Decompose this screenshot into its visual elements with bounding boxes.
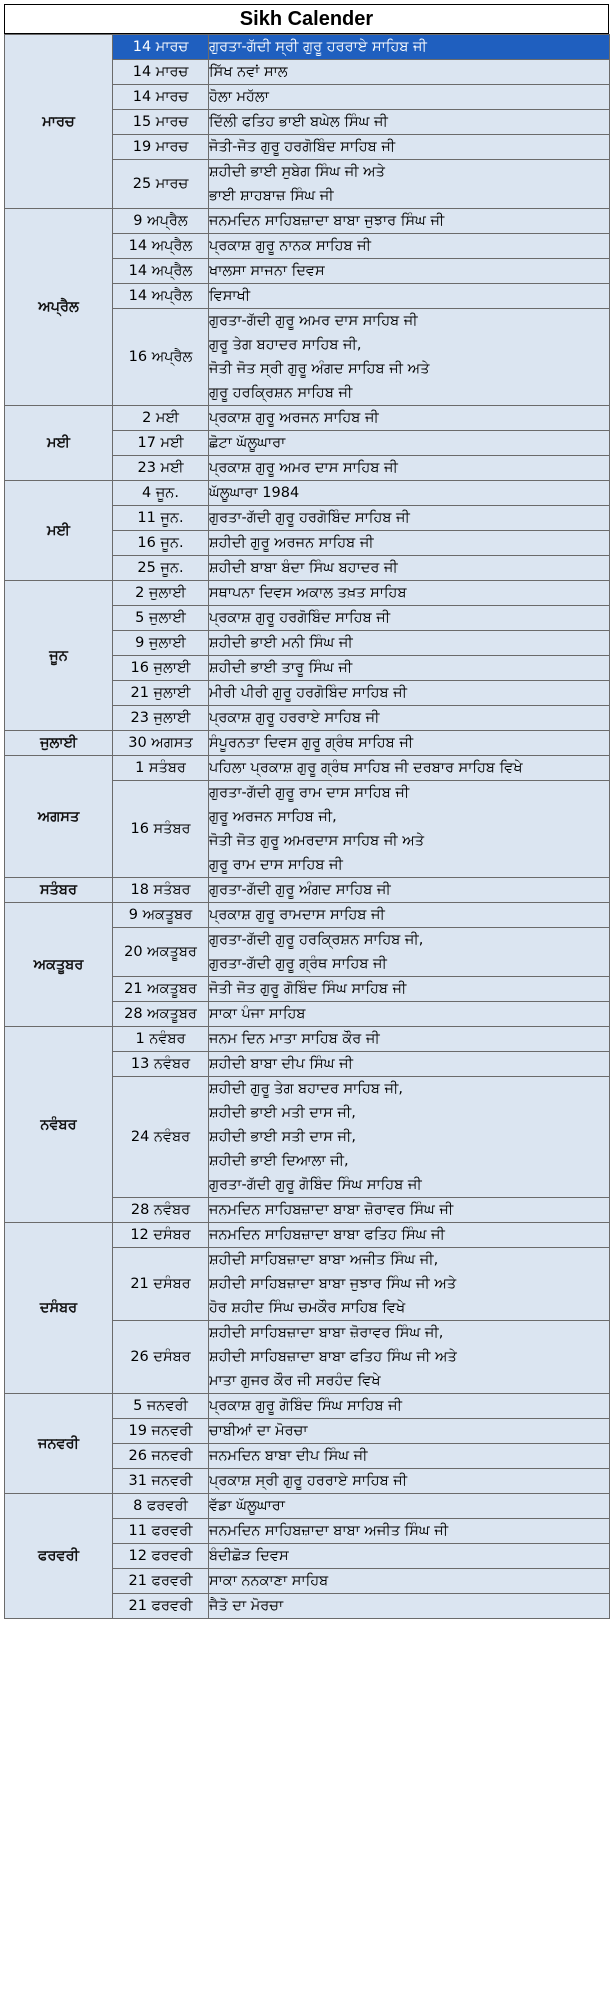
event-date: 12 ਦਸੰਬਰ bbox=[113, 1223, 209, 1248]
event-date: 16 ਅਪ੍ਰੈਲ bbox=[113, 309, 209, 406]
event-line: ਸਥਾਪਨਾ ਦਿਵਸ ਅਕਾਲ ਤਖ਼ਤ ਸਾਹਿਬ bbox=[209, 585, 407, 601]
event-line: ਗੁਰੂ ਤੇਗ ਬਹਾਦਰ ਸਾਹਿਬ ਜੀ, bbox=[209, 337, 362, 353]
month-label: ਅਗਸਤ bbox=[5, 756, 113, 878]
event-description bbox=[209, 1569, 610, 1594]
event-description bbox=[209, 1027, 610, 1052]
event-line: ਸ਼ਹੀਦੀ ਭਾਈ ਸਤੀ ਦਾਸ ਜੀ, bbox=[209, 1129, 356, 1145]
event-line: ਪਹਿਲਾ ਪ੍ਰਕਾਸ਼ ਗੁਰੂ ਗ੍ਰੰਥ ਸਾਹਿਬ ਜੀ ਦਰਬਾਰ ਸਾਹਿਬ ਵਿਖੇ bbox=[209, 760, 523, 776]
event-date: 5 ਜੁਲਾਈ bbox=[113, 606, 209, 631]
event-description bbox=[209, 581, 610, 606]
event-date: 12 ਫਰਵਰੀ bbox=[113, 1544, 209, 1569]
event-date: 4 ਜੂਨ. bbox=[113, 481, 209, 506]
event-description bbox=[209, 284, 610, 309]
event-description bbox=[209, 110, 610, 135]
event-line: ਗੁਰਤਾ-ਗੱਦੀ ਗੁਰੂ ਗ੍ਰੰਥ ਸਾਹਿਬ ਜੀ bbox=[209, 956, 387, 972]
calendar-row bbox=[5, 209, 610, 234]
page-title: Sikh Calender bbox=[4, 4, 609, 34]
event-line: ਜੋਤੀ-ਜੋਤ ਗੁਰੂ ਹਰਗੋਬਿੰਦ ਸਾਹਿਬ ਜੀ bbox=[209, 139, 396, 155]
event-line: ਜਨਮਦਿਨ ਸਾਹਿਬਜ਼ਾਦਾ ਬਾਬਾ ਜੁਝਾਰ ਸਿੰਘ ਜੀ bbox=[209, 213, 445, 229]
event-line: ਛੋਟਾ ਘੱਲੂਘਾਰਾ bbox=[209, 435, 286, 451]
event-line: ਸ਼ਹੀਦੀ ਗੁਰੂ ਅਰਜਨ ਸਾਹਿਬ ਜੀ bbox=[209, 535, 374, 551]
event-line: ਮੀਰੀ ਪੀਰੀ ਗੁਰੂ ਹਰਗੋਬਿੰਦ ਸਾਹਿਬ ਜੀ bbox=[209, 685, 408, 701]
event-line: ਸ਼ਹੀਦੀ ਬਾਬਾ ਦੀਪ ਸਿੰਘ ਜੀ bbox=[209, 1056, 353, 1072]
event-date: 23 ਜੁਲਾਈ bbox=[113, 706, 209, 731]
calendar-body bbox=[5, 35, 610, 1619]
event-date: 5 ਜਨਵਰੀ bbox=[113, 1394, 209, 1419]
event-description bbox=[209, 1494, 610, 1519]
month-label: ਜੂਨ bbox=[5, 581, 113, 731]
event-date: 28 ਅਕਤੂਬਰ bbox=[113, 1002, 209, 1027]
event-date: 14 ਅਪ੍ਰੈਲ bbox=[113, 259, 209, 284]
event-date: 16 ਜੁਲਾਈ bbox=[113, 656, 209, 681]
event-line: ਗੁਰਤਾ-ਗੱਦੀ ਗੁਰੂ ਹਰਕ੍ਰਿਸ਼ਨ ਸਾਹਿਬ ਜੀ, bbox=[209, 932, 424, 948]
event-line: ਸ਼ਹੀਦੀ ਸਾਹਿਬਜ਼ਾਦਾ ਬਾਬਾ ਜੁਝਾਰ ਸਿੰਘ ਜੀ ਅਤੇ bbox=[209, 1276, 457, 1292]
event-line: ਸ਼ਹੀਦੀ ਸਾਹਿਬਜ਼ਾਦਾ ਬਾਬਾ ਫਤਿਹ ਸਿੰਘ ਜੀ ਅਤੇ bbox=[209, 1349, 457, 1365]
event-line: ਘੱਲੂਘਾਰਾ 1984 bbox=[209, 485, 300, 501]
event-description bbox=[209, 1394, 610, 1419]
event-date: 21 ਜੁਲਾਈ bbox=[113, 681, 209, 706]
event-line: ਜੋਤੀ ਜੋਤ ਗੁਰੂ ਅਮਰਦਾਸ ਸਾਹਿਬ ਜੀ ਅਤੇ bbox=[209, 833, 425, 849]
event-description bbox=[209, 681, 610, 706]
event-date: 19 ਜਨਵਰੀ bbox=[113, 1419, 209, 1444]
event-line: ਪ੍ਰਕਾਸ਼ ਗੁਰੂ ਹਰਰਾਏ ਸਾਹਿਬ ਜੀ bbox=[209, 710, 380, 726]
event-line: ਮਾਤਾ ਗੁਜਰ ਕੌਰ ਜੀ ਸਰਹੰਦ ਵਿਖੇ bbox=[209, 1373, 381, 1389]
event-line: ਸ਼ਹੀਦੀ ਭਾਈ ਦਿਆਲਾ ਜੀ, bbox=[209, 1153, 349, 1169]
event-description bbox=[209, 1052, 610, 1077]
event-description bbox=[209, 556, 610, 581]
event-line: ਹੋਲਾ ਮਹੱਲਾ bbox=[209, 89, 269, 105]
month-label: ਦਸੰਬਰ bbox=[5, 1223, 113, 1394]
event-date: 2 ਮਈ bbox=[113, 406, 209, 431]
event-line: ਜੋਤੀ ਜੋਤ ਸ੍ਰੀ ਗੁਰੂ ਅੰਗਦ ਸਾਹਿਬ ਜੀ ਅਤੇ bbox=[209, 361, 430, 377]
event-line: ਜੋਤੀ ਜੋਤ ਗੁਰੂ ਗੋਬਿੰਦ ਸਿੰਘ ਸਾਹਿਬ ਜੀ bbox=[209, 981, 407, 997]
event-line: ਸਾਕਾ ਪੰਜਾ ਸਾਹਿਬ bbox=[209, 1006, 306, 1022]
event-line: ਗੁਰਤਾ-ਗੱਦੀ ਗੁਰੂ ਅਮਰ ਦਾਸ ਸਾਹਿਬ ਜੀ bbox=[209, 313, 418, 329]
month-label: ਮਈ bbox=[5, 481, 113, 581]
event-description bbox=[209, 1248, 610, 1321]
month-label: ਫਰਵਰੀ bbox=[5, 1494, 113, 1619]
event-date: 23 ਮਈ bbox=[113, 456, 209, 481]
event-description bbox=[209, 1077, 610, 1198]
month-label: ਮਾਰਚ bbox=[5, 35, 113, 209]
calendar-row bbox=[5, 581, 610, 606]
event-description bbox=[209, 406, 610, 431]
event-line: ਪ੍ਰਕਾਸ਼ ਸ੍ਰੀ ਗੁਰੂ ਹਰਰਾਏ ਸਾਹਿਬ ਜੀ bbox=[209, 1473, 408, 1489]
event-description bbox=[209, 1519, 610, 1544]
event-line: ਭਾਈ ਸ਼ਾਹਬਾਜ਼ ਸਿੰਘ ਜੀ bbox=[209, 188, 334, 204]
event-line: ਪ੍ਰਕਾਸ਼ ਗੁਰੂ ਅਮਰ ਦਾਸ ਸਾਹਿਬ ਜੀ bbox=[209, 460, 398, 476]
event-date: 1 ਨਵੰਬਰ bbox=[113, 1027, 209, 1052]
event-date: 8 ਫਰਵਰੀ bbox=[113, 1494, 209, 1519]
event-line: ਜਨਮਦਿਨ ਬਾਬਾ ਦੀਪ ਸਿੰਘ ਜੀ bbox=[209, 1448, 368, 1464]
event-line: ਜਨਮਦਿਨ ਸਾਹਿਬਜ਼ਾਦਾ ਬਾਬਾ ਅਜੀਤ ਸਿੰਘ ਜੀ bbox=[209, 1523, 449, 1539]
event-description bbox=[209, 706, 610, 731]
event-line: ਪ੍ਰਕਾਸ਼ ਗੁਰੂ ਅਰਜਨ ਸਾਹਿਬ ਜੀ bbox=[209, 410, 379, 426]
month-label: ਸਤੰਬਰ bbox=[5, 878, 113, 903]
event-date: 9 ਅਕਤੂਬਰ bbox=[113, 903, 209, 928]
event-line: ਗੁਰੂ ਅਰਜਨ ਸਾਹਿਬ ਜੀ, bbox=[209, 809, 337, 825]
month-label: ਜਨਵਰੀ bbox=[5, 1394, 113, 1494]
event-date: 24 ਨਵੰਬਰ bbox=[113, 1077, 209, 1198]
event-description bbox=[209, 209, 610, 234]
event-description bbox=[209, 135, 610, 160]
month-label: ਮਈ bbox=[5, 406, 113, 481]
event-line: ਸਾਕਾ ਨਨਕਾਣਾ ਸਾਹਿਬ bbox=[209, 1573, 329, 1589]
event-line: ਸੰਪੂਰਨਤਾ ਦਿਵਸ ਗੁਰੂ ਗ੍ਰੰਥ ਸਾਹਿਬ ਜੀ bbox=[209, 735, 414, 751]
event-description bbox=[209, 531, 610, 556]
event-line: ਬੰਦੀਛੋੜ ਦਿਵਸ bbox=[209, 1548, 289, 1564]
event-line: ਗੁਰਤਾ-ਗੱਦੀ ਗੁਰੂ ਅੰਗਦ ਸਾਹਿਬ ਜੀ bbox=[209, 882, 391, 898]
event-date: 21 ਫਰਵਰੀ bbox=[113, 1569, 209, 1594]
event-line: ਦਿੱਲੀ ਫਤਿਹ ਭਾਈ ਬਘੇਲ ਸਿੰਘ ਜੀ bbox=[209, 114, 388, 130]
event-date: 26 ਜਨਵਰੀ bbox=[113, 1444, 209, 1469]
event-description bbox=[209, 631, 610, 656]
event-line: ਵੱਡਾ ਘੱਲੂਘਾਰਾ bbox=[209, 1498, 285, 1514]
event-description bbox=[209, 731, 610, 756]
event-date: 26 ਦਸੰਬਰ bbox=[113, 1321, 209, 1394]
event-date: 9 ਅਪ੍ਰੈਲ bbox=[113, 209, 209, 234]
event-date: 17 ਮਈ bbox=[113, 431, 209, 456]
event-date: 25 ਮਾਰਚ bbox=[113, 160, 209, 209]
event-date: 11 ਜੂਨ. bbox=[113, 506, 209, 531]
event-date: 14 ਮਾਰਚ bbox=[113, 35, 209, 60]
event-description bbox=[209, 1321, 610, 1394]
event-date: 31 ਜਨਵਰੀ bbox=[113, 1469, 209, 1494]
event-date: 18 ਸਤੰਬਰ bbox=[113, 878, 209, 903]
event-description bbox=[209, 1544, 610, 1569]
event-line: ਪ੍ਰਕਾਸ਼ ਗੁਰੂ ਹਰਗੋਬਿੰਦ ਸਾਹਿਬ ਜੀ bbox=[209, 610, 391, 626]
event-date: 21 ਫਰਵਰੀ bbox=[113, 1594, 209, 1619]
calendar-row bbox=[5, 756, 610, 781]
event-line: ਜਨਮ ਦਿਨ ਮਾਤਾ ਸਾਹਿਬ ਕੌਰ ਜੀ bbox=[209, 1031, 380, 1047]
calendar-row bbox=[5, 406, 610, 431]
event-line: ਸਿੱਖ ਨਵਾਂ ਸਾਲ bbox=[209, 64, 288, 80]
event-line: ਸ਼ਹੀਦੀ ਬਾਬਾ ਬੰਦਾ ਸਿੰਘ ਬਹਾਦਰ ਜੀ bbox=[209, 560, 398, 576]
event-description bbox=[209, 234, 610, 259]
month-label: ਅਪ੍ਰੈਲ bbox=[5, 209, 113, 406]
event-description bbox=[209, 756, 610, 781]
event-description bbox=[209, 309, 610, 406]
event-date: 9 ਜੁਲਾਈ bbox=[113, 631, 209, 656]
event-line: ਜਨਮਦਿਨ ਸਾਹਿਬਜ਼ਾਦਾ ਬਾਬਾ ਫਤਿਹ ਸਿੰਘ ਜੀ bbox=[209, 1227, 445, 1243]
event-line: ਵਿਸਾਖੀ bbox=[209, 288, 251, 304]
calendar-row bbox=[5, 1223, 610, 1248]
event-date: 13 ਨਵੰਬਰ bbox=[113, 1052, 209, 1077]
event-date: 16 ਜੂਨ. bbox=[113, 531, 209, 556]
event-line: ਸ਼ਹੀਦੀ ਭਾਈ ਮਨੀ ਸਿੰਘ ਜੀ bbox=[209, 635, 353, 651]
event-date: 14 ਮਾਰਚ bbox=[113, 85, 209, 110]
event-line: ਸ਼ਹੀਦੀ ਭਾਈ ਸੁਬੇਗ ਸਿੰਘ ਜੀ ਅਤੇ bbox=[209, 164, 385, 180]
event-line: ਜੈਤੋ ਦਾ ਮੋਰਚਾ bbox=[209, 1598, 284, 1614]
event-date: 21 ਦਸੰਬਰ bbox=[113, 1248, 209, 1321]
event-line: ਚਾਬੀਆਂ ਦਾ ਮੋਰਚਾ bbox=[209, 1423, 308, 1439]
event-description bbox=[209, 903, 610, 928]
event-line: ਗੁਰਤਾ-ਗੱਦੀ ਗੁਰੂ ਗੋਬਿੰਦ ਸਿੰਘ ਸਾਹਿਬ ਜੀ bbox=[209, 1177, 422, 1193]
event-description bbox=[209, 1002, 610, 1027]
event-description bbox=[209, 60, 610, 85]
event-description bbox=[209, 431, 610, 456]
event-line: ਪ੍ਰਕਾਸ਼ ਗੁਰੂ ਰਾਮਦਾਸ ਸਾਹਿਬ ਜੀ bbox=[209, 907, 385, 923]
event-line: ਸ਼ਹੀਦੀ ਸਾਹਿਬਜ਼ਾਦਾ ਬਾਬਾ ਜ਼ੋਰਾਵਰ ਸਿੰਘ ਜੀ, bbox=[209, 1325, 444, 1341]
event-date: 21 ਅਕਤੂਬਰ bbox=[113, 977, 209, 1002]
event-description bbox=[209, 1419, 610, 1444]
event-line: ਸ਼ਹੀਦੀ ਸਾਹਿਬਜ਼ਾਦਾ ਬਾਬਾ ਅਜੀਤ ਸਿੰਘ ਜੀ, bbox=[209, 1252, 439, 1268]
calendar-row bbox=[5, 1394, 610, 1419]
calendar-table bbox=[4, 34, 610, 1619]
month-label: ਜੁਲਾਈ bbox=[5, 731, 113, 756]
event-date: 14 ਅਪ੍ਰੈਲ bbox=[113, 284, 209, 309]
event-line: ਸ਼ਹੀਦੀ ਗੁਰੂ ਤੇਗ ਬਹਾਦਰ ਸਾਹਿਬ ਜੀ, bbox=[209, 1081, 403, 1097]
event-date: 15 ਮਾਰਚ bbox=[113, 110, 209, 135]
calendar-row bbox=[5, 1027, 610, 1052]
event-line: ਸ਼ਹੀਦੀ ਭਾਈ ਮਤੀ ਦਾਸ ਜੀ, bbox=[209, 1105, 356, 1121]
event-line: ਪ੍ਰਕਾਸ਼ ਗੁਰੂ ਨਾਨਕ ਸਾਹਿਬ ਜੀ bbox=[209, 238, 371, 254]
calendar-row bbox=[5, 878, 610, 903]
event-description bbox=[209, 259, 610, 284]
calendar-row bbox=[5, 731, 610, 756]
event-description bbox=[209, 656, 610, 681]
event-line: ਖਾਲਸਾ ਸਾਜਨਾ ਦਿਵਸ bbox=[209, 263, 325, 279]
event-date: 11 ਫਰਵਰੀ bbox=[113, 1519, 209, 1544]
event-description bbox=[209, 1444, 610, 1469]
event-date: 30 ਅਗਸਤ bbox=[113, 731, 209, 756]
event-date: 25 ਜੂਨ. bbox=[113, 556, 209, 581]
calendar-row bbox=[5, 903, 610, 928]
event-line: ਗੁਰਤਾ-ਗੱਦੀ ਗੁਰੂ ਰਾਮ ਦਾਸ ਸਾਹਿਬ ਜੀ bbox=[209, 785, 410, 801]
calendar-row bbox=[5, 481, 610, 506]
event-description bbox=[209, 606, 610, 631]
event-date: 2 ਜੁਲਾਈ bbox=[113, 581, 209, 606]
event-date: 1 ਸਤੰਬਰ bbox=[113, 756, 209, 781]
event-line: ਹੋਰ ਸ਼ਹੀਦ ਸਿੰਘ ਚਮਕੌਰ ਸਾਹਿਬ ਵਿਖੇ bbox=[209, 1300, 406, 1316]
event-date: 28 ਨਵੰਬਰ bbox=[113, 1198, 209, 1223]
event-line: ਪ੍ਰਕਾਸ਼ ਗੁਰੂ ਗੋਬਿੰਦ ਸਿੰਘ ਸਾਹਿਬ ਜੀ bbox=[209, 1398, 402, 1414]
event-description bbox=[209, 1223, 610, 1248]
event-description bbox=[209, 85, 610, 110]
event-date: 19 ਮਾਰਚ bbox=[113, 135, 209, 160]
event-description bbox=[209, 160, 610, 209]
event-description bbox=[209, 781, 610, 878]
event-date: 20 ਅਕਤੂਬਰ bbox=[113, 928, 209, 977]
event-description bbox=[209, 506, 610, 531]
event-date: 14 ਅਪ੍ਰੈਲ bbox=[113, 234, 209, 259]
event-description bbox=[209, 35, 610, 60]
calendar-row bbox=[5, 35, 610, 60]
event-date: 16 ਸਤੰਬਰ bbox=[113, 781, 209, 878]
event-description bbox=[209, 1594, 610, 1619]
event-line: ਗੁਰਤਾ-ਗੱਦੀ ਗੁਰੂ ਹਰਗੋਬਿੰਦ ਸਾਹਿਬ ਜੀ bbox=[209, 510, 410, 526]
month-label: ਨਵੰਬਰ bbox=[5, 1027, 113, 1223]
event-date: 14 ਮਾਰਚ bbox=[113, 60, 209, 85]
event-description bbox=[209, 1198, 610, 1223]
event-description bbox=[209, 878, 610, 903]
month-label: ਅਕਤੂਬਰ bbox=[5, 903, 113, 1027]
calendar-row bbox=[5, 1494, 610, 1519]
event-description bbox=[209, 928, 610, 977]
event-description bbox=[209, 456, 610, 481]
event-line: ਸ਼ਹੀਦੀ ਭਾਈ ਤਾਰੂ ਸਿੰਘ ਜੀ bbox=[209, 660, 353, 676]
event-line: ਗੁਰਤਾ-ਗੱਦੀ ਸ੍ਰੀ ਗੁਰੂ ਹਰਰਾਏ ਸਾਹਿਬ ਜੀ bbox=[209, 39, 427, 55]
event-description bbox=[209, 1469, 610, 1494]
event-line: ਜਨਮਦਿਨ ਸਾਹਿਬਜ਼ਾਦਾ ਬਾਬਾ ਜ਼ੋਰਾਵਰ ਸਿੰਘ ਜੀ bbox=[209, 1202, 454, 1218]
event-line: ਗੁਰੂ ਹਰਕ੍ਰਿਸ਼ਨ ਸਾਹਿਬ ਜੀ bbox=[209, 385, 353, 401]
event-description bbox=[209, 977, 610, 1002]
event-line: ਗੁਰੂ ਰਾਮ ਦਾਸ ਸਾਹਿਬ ਜੀ bbox=[209, 857, 343, 873]
event-description bbox=[209, 481, 610, 506]
